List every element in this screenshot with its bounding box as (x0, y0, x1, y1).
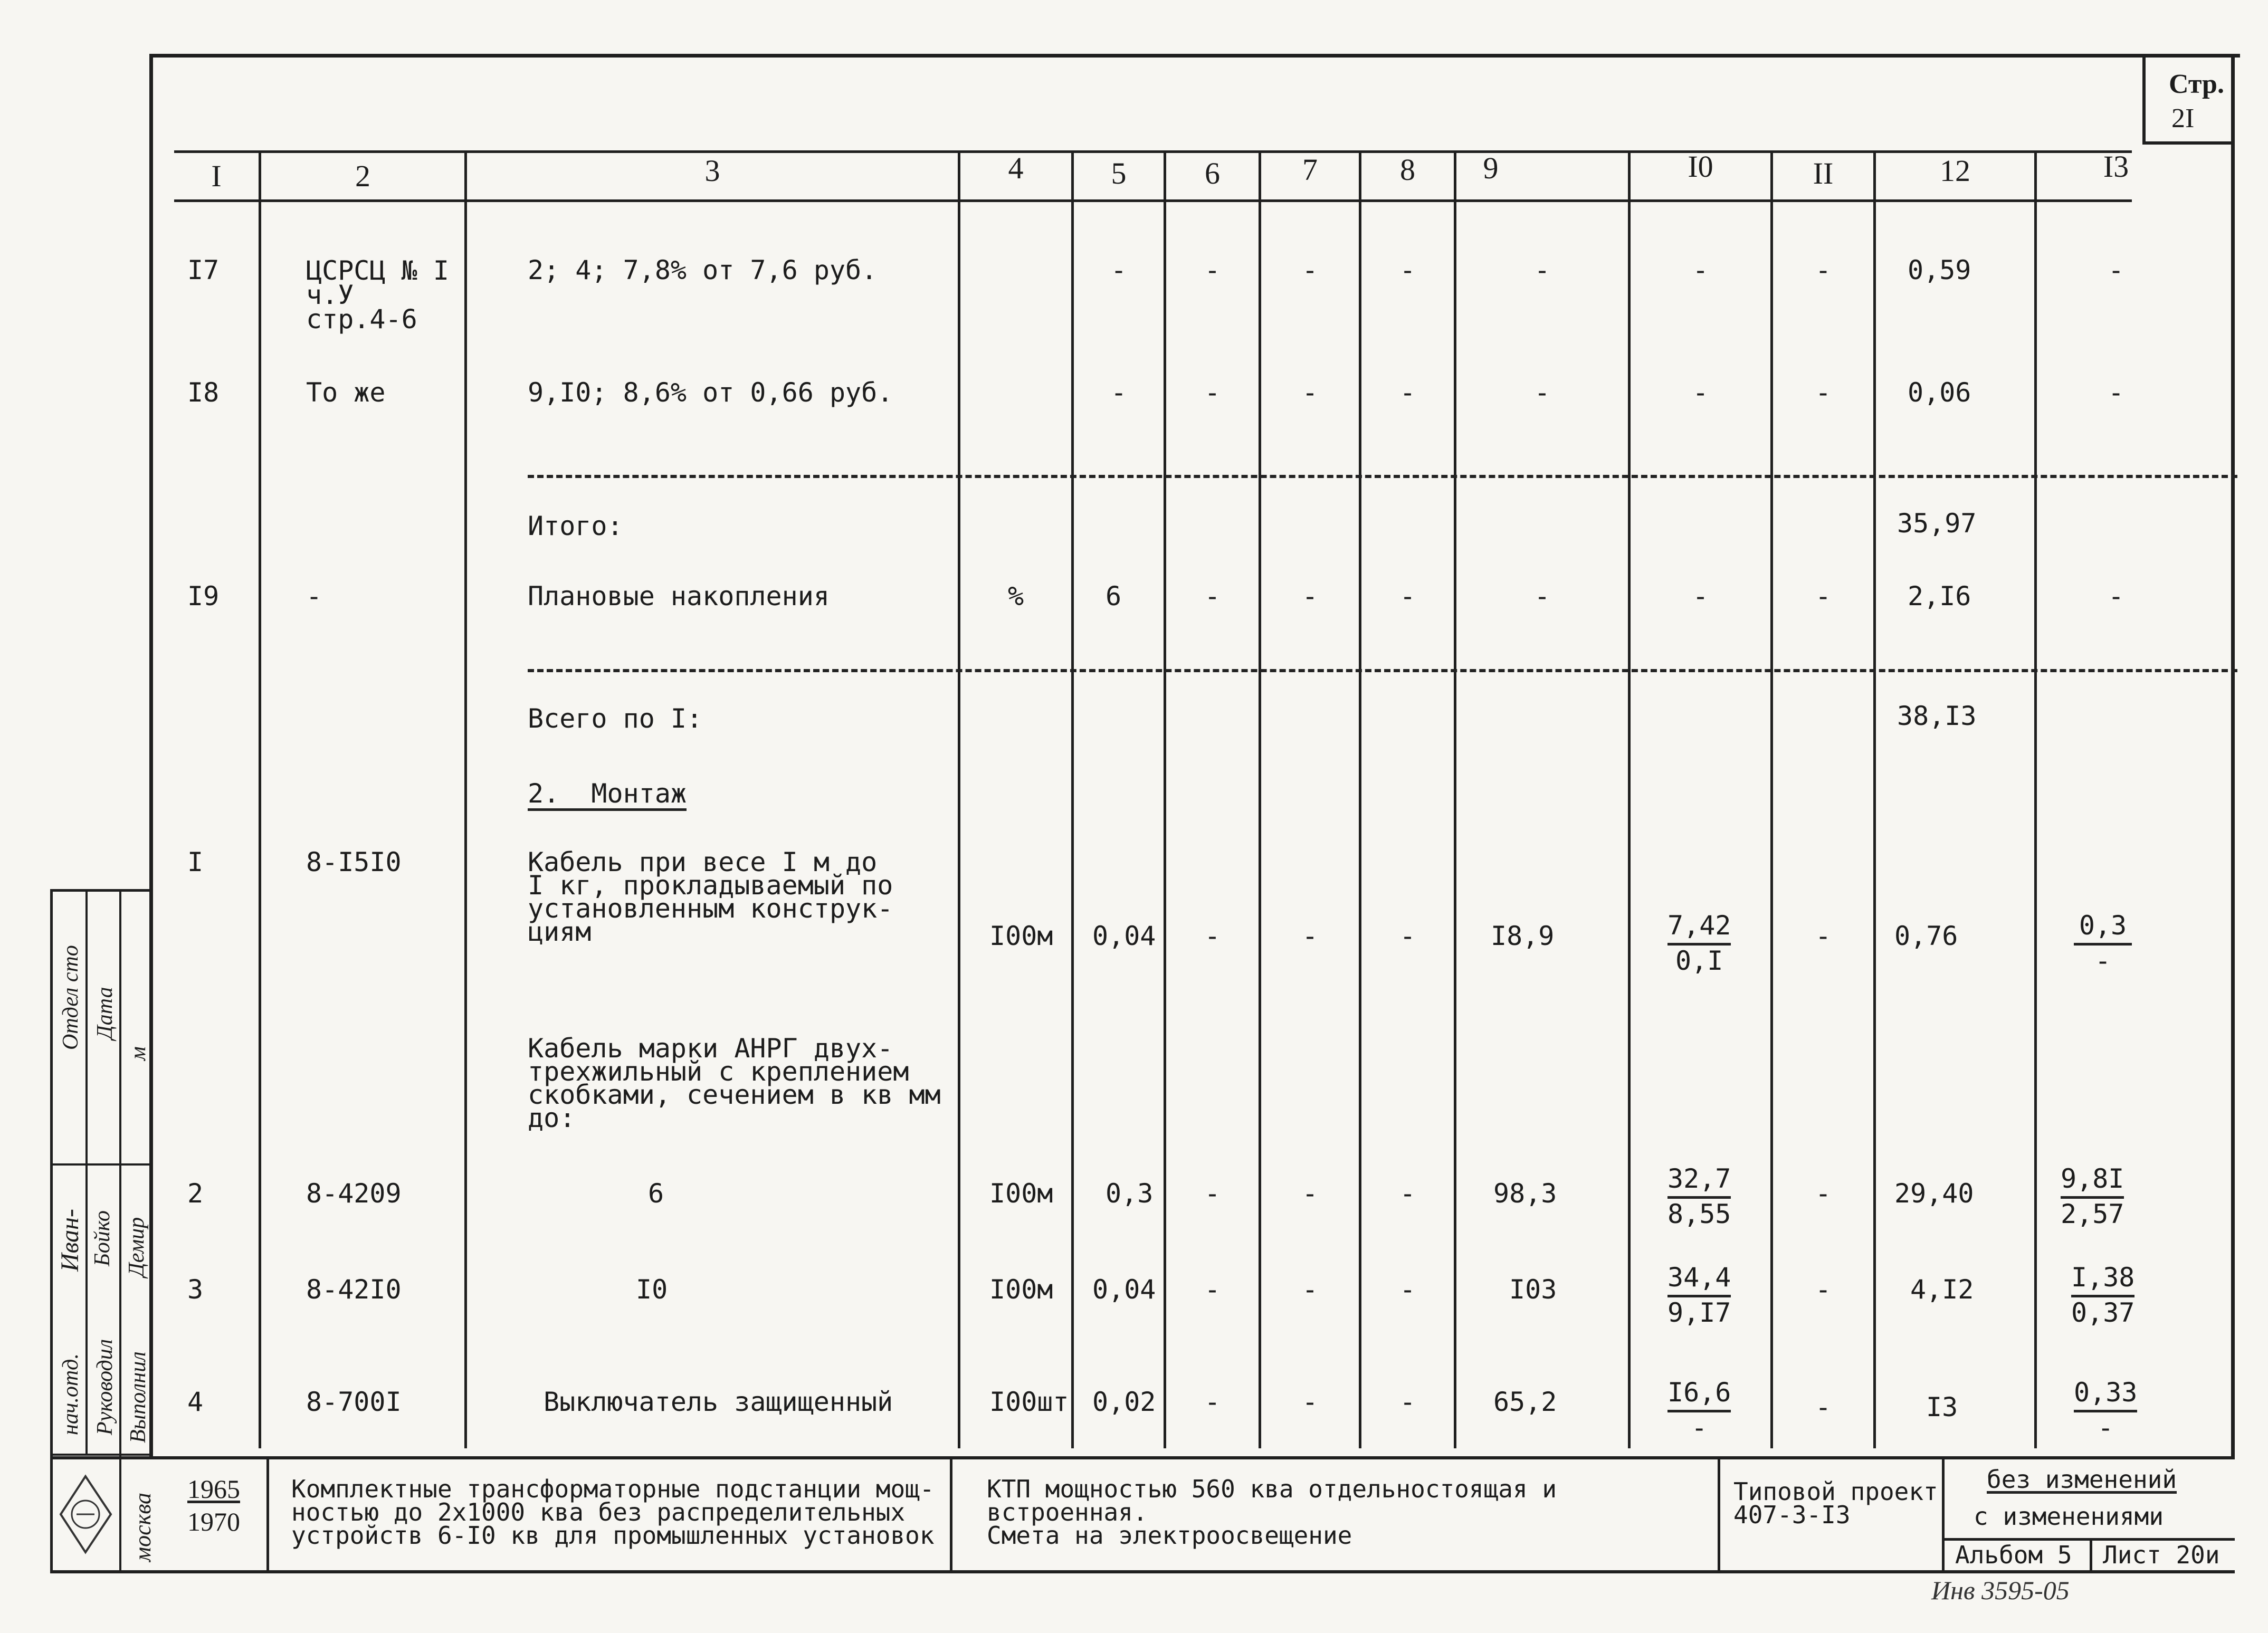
row18-c10: - (1692, 377, 1709, 408)
mont2-c9: 98,3 (1493, 1178, 1557, 1209)
row17-c8: - (1399, 255, 1416, 285)
row19-c10: - (1692, 581, 1709, 612)
mont3-c13-top: I,38 (2071, 1262, 2134, 1297)
tb-sep (1942, 1456, 1945, 1572)
mont3-c9: I03 (1509, 1274, 1557, 1305)
row17-qty: - (1110, 255, 1127, 285)
mont3-code: 8-42I0 (306, 1274, 402, 1305)
row18-c13: - (2108, 377, 2124, 408)
col-sep (1770, 150, 1773, 1448)
mont4-num: 4 (187, 1387, 204, 1417)
row17-c12: 0,59 (1908, 255, 1971, 285)
mont2-c13-top: 9,8I (2061, 1163, 2124, 1199)
stamp-h (50, 1163, 153, 1166)
row18-qty: - (1110, 377, 1127, 408)
col-header-3: 3 (704, 154, 720, 188)
row17-code: ЦСРСЦ № I ч.У стр.4-6 (306, 255, 449, 335)
mont1-c11: - (1815, 921, 1832, 951)
row19-c8: - (1399, 581, 1416, 612)
mont2-c13-bot: 2,57 (2061, 1199, 2124, 1229)
mont1-c12: 0,76 (1894, 921, 1958, 951)
itogo-value: 35,97 (1897, 508, 1977, 539)
mont3-qty: 0,04 (1092, 1274, 1156, 1305)
stamp-col (119, 889, 121, 1572)
list-number: Лист 20и (2103, 1541, 2220, 1569)
col-header-10: I0 (1688, 149, 1713, 184)
mont4-c10-bot: - (1691, 1412, 1708, 1443)
tb-sep (266, 1456, 269, 1572)
col-sep (1454, 150, 1456, 1448)
col-header-1: I (211, 159, 222, 193)
mont2-c8: - (1399, 1178, 1416, 1209)
stamp-h (50, 1454, 153, 1456)
mont3-num: 3 (187, 1274, 204, 1305)
row19-unit: % (1007, 581, 1024, 612)
row19-c13: - (2108, 581, 2124, 612)
mont1-c13 (2074, 910, 2132, 976)
page-number: 2I (2171, 103, 2195, 133)
mont2-c11: - (1815, 1178, 1832, 1209)
mont3-c6: - (1204, 1274, 1221, 1305)
col-sep (1628, 150, 1631, 1448)
mont2-unit: I00м (989, 1178, 1053, 1209)
mont2-c10-top: 32,7 (1667, 1163, 1731, 1199)
mont3-c10-top: 34,4 (1667, 1262, 1731, 1297)
mont4-c13-top: 0,33 (2074, 1377, 2137, 1412)
row18-c7: - (1302, 377, 1318, 408)
stamp-left (50, 889, 53, 1572)
col-sep (1164, 150, 1166, 1448)
mont1-c6: - (1204, 921, 1221, 951)
mont2-desc: 6 (648, 1178, 664, 1209)
mont4-desc: Выключатель защищенный (544, 1387, 893, 1417)
col-header-2: 2 (355, 159, 370, 193)
col-header-4: 4 (1008, 151, 1024, 185)
row17-c7: - (1302, 255, 1318, 285)
stamp-ruk: Руководил (93, 1339, 117, 1435)
inventory-number: Инв 3595-05 (1931, 1575, 2070, 1605)
mont4-c12: I3 (1926, 1392, 1958, 1422)
mont2-qty: 0,3 (1106, 1178, 1154, 1209)
project-description: Комплектные трансформаторные подстанции мощ- ностью до 2х1000 ква без распределительных устройств 6-I0 кв для промышленных установок (291, 1475, 935, 1550)
mont1-qty: 0,04 (1092, 921, 1156, 951)
row17-c11: - (1815, 255, 1832, 285)
row19-c11: - (1815, 581, 1832, 612)
row18-c12: 0,06 (1908, 377, 1971, 408)
mont4-c9: 65,2 (1493, 1387, 1557, 1417)
header-bottom-line (174, 199, 2132, 202)
mont3-c12: 4,I2 (1910, 1274, 1974, 1305)
year-1965: 1965 (187, 1474, 240, 1504)
mont3-c13 (2071, 1262, 2134, 1328)
s-izmeneniyami: с изменениями (1974, 1502, 2164, 1531)
mont2-c10 (1667, 1163, 1731, 1229)
stamp-nach: нач.отд. (59, 1353, 83, 1435)
row19-c7: - (1302, 581, 1318, 612)
mont4-qty: 0,02 (1092, 1387, 1156, 1417)
row18-c6: - (1204, 377, 1221, 408)
row17-c9: - (1534, 255, 1550, 285)
col-sep (1873, 150, 1876, 1448)
col-sep (259, 150, 261, 1448)
tb-sep (950, 1456, 952, 1572)
mont1-c9: I8,9 (1491, 921, 1555, 951)
col-sep (1359, 150, 1361, 1448)
dashed-separator (528, 475, 2237, 478)
mont4-c10 (1667, 1377, 1731, 1443)
mont4-code: 8-700I (306, 1387, 402, 1417)
mont4-c13-bot: - (2098, 1412, 2114, 1443)
mont3-unit: I00м (989, 1274, 1053, 1305)
page-box-left (2142, 54, 2146, 144)
mont2-c10-bot: 8,55 (1667, 1199, 1731, 1229)
row18-c11: - (1815, 377, 1832, 408)
frame-right (2231, 54, 2235, 1457)
vsego-value: 38,I3 (1897, 701, 1977, 731)
mont3-c13-bot: 0,37 (2071, 1297, 2135, 1328)
stamp-col (85, 889, 88, 1454)
row19-code: - (306, 581, 322, 612)
signature-1: Иван- (56, 1209, 84, 1272)
mont3-c7: - (1302, 1274, 1318, 1305)
row19-c6: - (1204, 581, 1221, 612)
page-box-bottom (2142, 141, 2233, 145)
mont1-c13-bot: - (2094, 946, 2111, 976)
col-header-8: 8 (1400, 152, 1415, 187)
row19-c9: - (1534, 581, 1550, 612)
col-header-11: II (1813, 156, 1834, 190)
frame-left (149, 54, 153, 1457)
col-header-9: 9 (1483, 151, 1499, 185)
mont2-code: 8-4209 (306, 1178, 402, 1209)
mont3-c8: - (1399, 1274, 1416, 1305)
mont1-c13-top: 0,3 (2074, 910, 2132, 946)
section2-title: 2. Монтаж (528, 782, 687, 811)
stamp-vyp: Выполнил (126, 1351, 150, 1443)
mont2-c13 (2061, 1163, 2124, 1229)
itogo-label: Итого: (528, 511, 623, 541)
col-header-12: 12 (1940, 154, 1970, 188)
row17-num: I7 (187, 255, 220, 285)
vsego-label: Всего по I: (528, 703, 703, 734)
row19-c12: 2,I6 (1908, 581, 1971, 612)
mont2-num: 2 (187, 1178, 204, 1209)
mont4-c13 (2074, 1377, 2137, 1443)
dashed-separator (528, 669, 2237, 672)
col-sep (2034, 150, 2037, 1448)
row19-qty: 6 (1106, 581, 1122, 612)
mont4-c10-top: I6,6 (1667, 1377, 1731, 1412)
stamp-moskva: москва (130, 1493, 156, 1562)
signature-2: Бойко (90, 1210, 115, 1266)
mont1-c7: - (1302, 921, 1318, 951)
row17-c13: - (2108, 255, 2124, 285)
mont1-num: I (187, 847, 204, 877)
mont2-c12: 29,40 (1894, 1178, 1974, 1209)
cable-intro: Кабель марки АНРГ двух- трехжильный с креплением скобками, сечением в кв мм до: (528, 1033, 941, 1133)
mont1-desc: Кабель при весе I м до I кг, прокладываемый по установленным конструк- циям (528, 847, 893, 947)
row18-c9: - (1534, 377, 1550, 408)
tb-sep (1718, 1456, 1720, 1572)
row18-desc: 9,I0; 8,6% от 0,66 руб. (528, 377, 893, 408)
row19-desc: Плановые накопления (528, 581, 830, 612)
row18-c8: - (1399, 377, 1416, 408)
stamp-data: Дата (93, 987, 117, 1039)
mont2-c7: - (1302, 1178, 1318, 1209)
mont1-code: 8-I5I0 (306, 847, 402, 877)
col-sep (464, 150, 467, 1448)
stamp-top (50, 889, 153, 892)
page-label: Стр. (2169, 69, 2224, 99)
row17-desc: 2; 4; 7,8% от 7,6 руб. (528, 255, 878, 285)
col-sep (1259, 150, 1261, 1448)
col-header-13: I3 (2103, 149, 2129, 184)
mont1-unit: I00м (989, 921, 1053, 951)
tipovoy-proekt: Типовой проект 407-3-I3 (1733, 1477, 1938, 1529)
row17-c10: - (1692, 255, 1709, 285)
stamp-m: м (126, 1046, 150, 1061)
frame-bottom (50, 1570, 2235, 1573)
year-1970: 1970 (187, 1507, 240, 1536)
mont3-c11: - (1815, 1274, 1832, 1305)
mont1-c10-top: 7,42 (1667, 910, 1731, 946)
emblem-logo-icon (55, 1472, 116, 1556)
mont3-c10-bot: 9,I7 (1667, 1297, 1731, 1328)
mont1-c10 (1667, 910, 1731, 976)
titleblock-top (50, 1456, 2235, 1459)
mont4-c8: - (1399, 1387, 1416, 1417)
mont1-c8: - (1399, 921, 1416, 951)
frame-top (150, 54, 2240, 58)
ktp-description: КТП мощностью 560 ква отдельностоящая и встроенная. Смета на электроосвещение (987, 1475, 1557, 1550)
col-header-7: 7 (1302, 152, 1318, 187)
col-sep (958, 150, 960, 1448)
mont4-c7: - (1302, 1387, 1318, 1417)
mont3-c10 (1667, 1262, 1731, 1328)
col-header-6: 6 (1205, 156, 1220, 190)
signature-3: Демир (125, 1217, 149, 1277)
row18-code: То же (306, 377, 386, 408)
stamp-otdel: Отдел сто (59, 945, 83, 1050)
mont2-c6: - (1204, 1178, 1221, 1209)
row18-num: I8 (187, 377, 220, 408)
row17-c6: - (1204, 255, 1221, 285)
mont4-unit: I00шт (989, 1387, 1069, 1417)
tb-sep-v (2090, 1538, 2092, 1572)
col-header-5: 5 (1111, 156, 1127, 190)
bez-izmeneniy: без изменений (1987, 1465, 2177, 1494)
mont4-c11: - (1815, 1392, 1832, 1422)
mont4-c6: - (1204, 1387, 1221, 1417)
mont1-c10-bot: 0,I (1675, 946, 1723, 976)
album-number: Альбом 5 (1955, 1541, 2072, 1569)
mont3-desc: I0 (636, 1274, 668, 1305)
row19-num: I9 (187, 581, 220, 612)
col-sep (1071, 150, 1074, 1448)
